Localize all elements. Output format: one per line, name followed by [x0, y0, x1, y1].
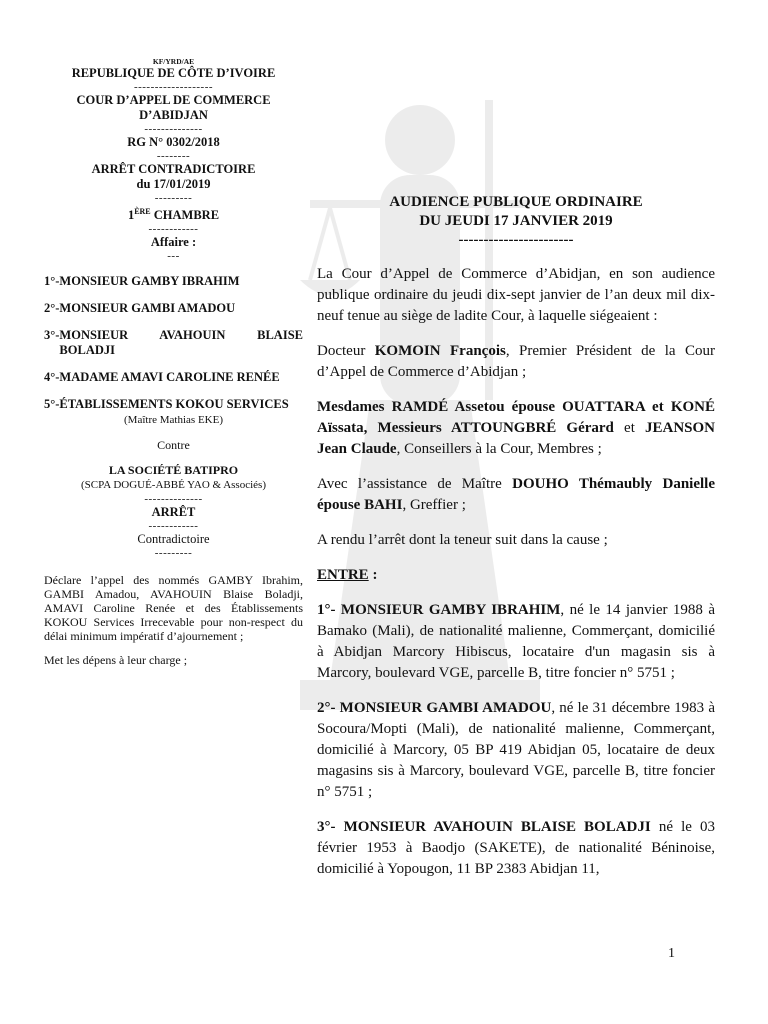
- party-item: 1°- MONSIEUR GAMBY IBRAHIM: [44, 274, 240, 289]
- separator: ---------: [154, 192, 193, 204]
- separator: ---: [167, 250, 180, 263]
- main-content: [317, 193, 715, 894]
- chamber: 1ÈRE CHAMBRE: [127, 207, 220, 223]
- decision-text: Déclare l’appel des nommés GAMBY Ibrahim, GAMBI Amadou, AVAHOUIN Blaise Boladji, AMAVI Caroline Renée et des Établissements KOKOU Services Irrecevable pour non-respect du délai minimum impératif d’ajournement ;: [44, 573, 303, 644]
- party-item: 2°- MONSIEUR GAMBI AMADOU: [44, 301, 236, 316]
- party-paragraph: 1°- MONSIEUR GAMBY IBRAHIM, né le 14 janvier 1988 à Bamako (Mali), de nationalité malienne, Commerçant, domicilié à Abidjan Marcory Hibiscus, locataire d'un magasin sis à Marcory, boulevard VGE, parcelle B, titre foncier n° 5751 ;: [317, 602, 715, 681]
- separator: --------------: [144, 493, 203, 506]
- separator: --------------: [144, 123, 203, 135]
- court-name-line1: COUR D’APPEL DE COMMERCE: [76, 93, 271, 107]
- affaire-heading: Affaire :: [150, 235, 197, 250]
- party-item: 5°- ÉTABLISSEMENTS KOKOU SERVICES: [44, 397, 289, 412]
- page-number: 1: [668, 946, 675, 961]
- contre-label: Contre: [157, 438, 190, 453]
- hearing-title: AUDIENCE PUBLIQUE ORDINAIRE DU JEUDI 17 JANVIER 2019 -----------------------: [389, 194, 643, 248]
- separator: -------------------: [133, 81, 214, 93]
- separator: ---------: [154, 547, 193, 560]
- separator: ------------: [148, 223, 199, 236]
- left-sidebar: [44, 57, 303, 667]
- clerk-paragraph: Avec l’assistance de Maître DOUHO Thémaubly Danielle épouse BAHI, Greffier ;: [317, 476, 715, 513]
- party-paragraph: 2°- MONSIEUR GAMBI AMADOU, né le 31 décembre 1983 à Socoura/Mopti (Mali), de nationalité malienne, Commerçant, domicilié à Marcory, 05 BP 419 Abidjan 05, locataire de deux magasins sis à Marcory, boulevard VGE, parcelle B, titre foncier n° 5751 ;: [317, 700, 715, 800]
- arret-heading: ARRÊT: [151, 505, 196, 520]
- defendant-name: LA SOCIÉTÉ BATIPRO: [108, 463, 239, 478]
- reference-code: KF/YRD/AE: [152, 57, 195, 66]
- costs-text: Met les dépens à leur charge ;: [44, 653, 188, 668]
- case-number: RG N° 0302/2018: [127, 135, 220, 149]
- intro-paragraph: La Cour d’Appel de Commerce d’Abidjan, en son audience publique ordinaire du jeudi dix-sept janvier de l’an deux mil dix-neuf tenue au siège de ladite Cour, à laquelle siégeaient :: [317, 266, 715, 324]
- defendant-lawyer: (SCPA DOGUÉ-ABBÉ YAO & Associés): [81, 479, 266, 492]
- separator: ------------: [148, 520, 199, 533]
- entre-heading: ENTRE :: [317, 567, 378, 583]
- president-paragraph: Docteur KOMOIN François, Premier Président de la Cour d’Appel de Commerce d’Abidjan ;: [317, 343, 716, 380]
- country-name: REPUBLIQUE DE CÔTE D’IVOIRE: [71, 66, 276, 80]
- ruling-intro: A rendu l’arrêt dont la teneur suit dans la cause ;: [317, 532, 608, 548]
- separator: --------: [156, 150, 191, 162]
- arret-type: ARRÊT CONTRADICTOIRE: [91, 162, 256, 176]
- court-name-line2: D’ABIDJAN: [139, 108, 208, 122]
- party-item: 3°- MONSIEUR AVAHOUIN BLAISE BOLADJI: [44, 328, 303, 358]
- appellant-lawyer: (Maître Mathias EKE): [124, 414, 223, 427]
- contradictoire-label: Contradictoire: [137, 532, 210, 547]
- party-paragraph: 3°- MONSIEUR AVAHOUIN BLAISE BOLADJI né le 03 février 1953 à Baodjo (SAKETE), de nationalité Béninoise, domicilié à Yopougon, 11 BP 2383 Abidjan 11,: [317, 819, 715, 877]
- arret-date: du 17/01/2019: [136, 177, 211, 191]
- members-paragraph: Mesdames RAMDÉ Assetou épouse OUATTARA et KONÉ Aïssata, Messieurs ATTOUNGBRÉ Gérard et JEANSON Jean Claude, Conseillers à la Cour, Membres ;: [317, 399, 715, 457]
- party-item: 4°- MADAME AMAVI CAROLINE RENÉE: [44, 370, 280, 385]
